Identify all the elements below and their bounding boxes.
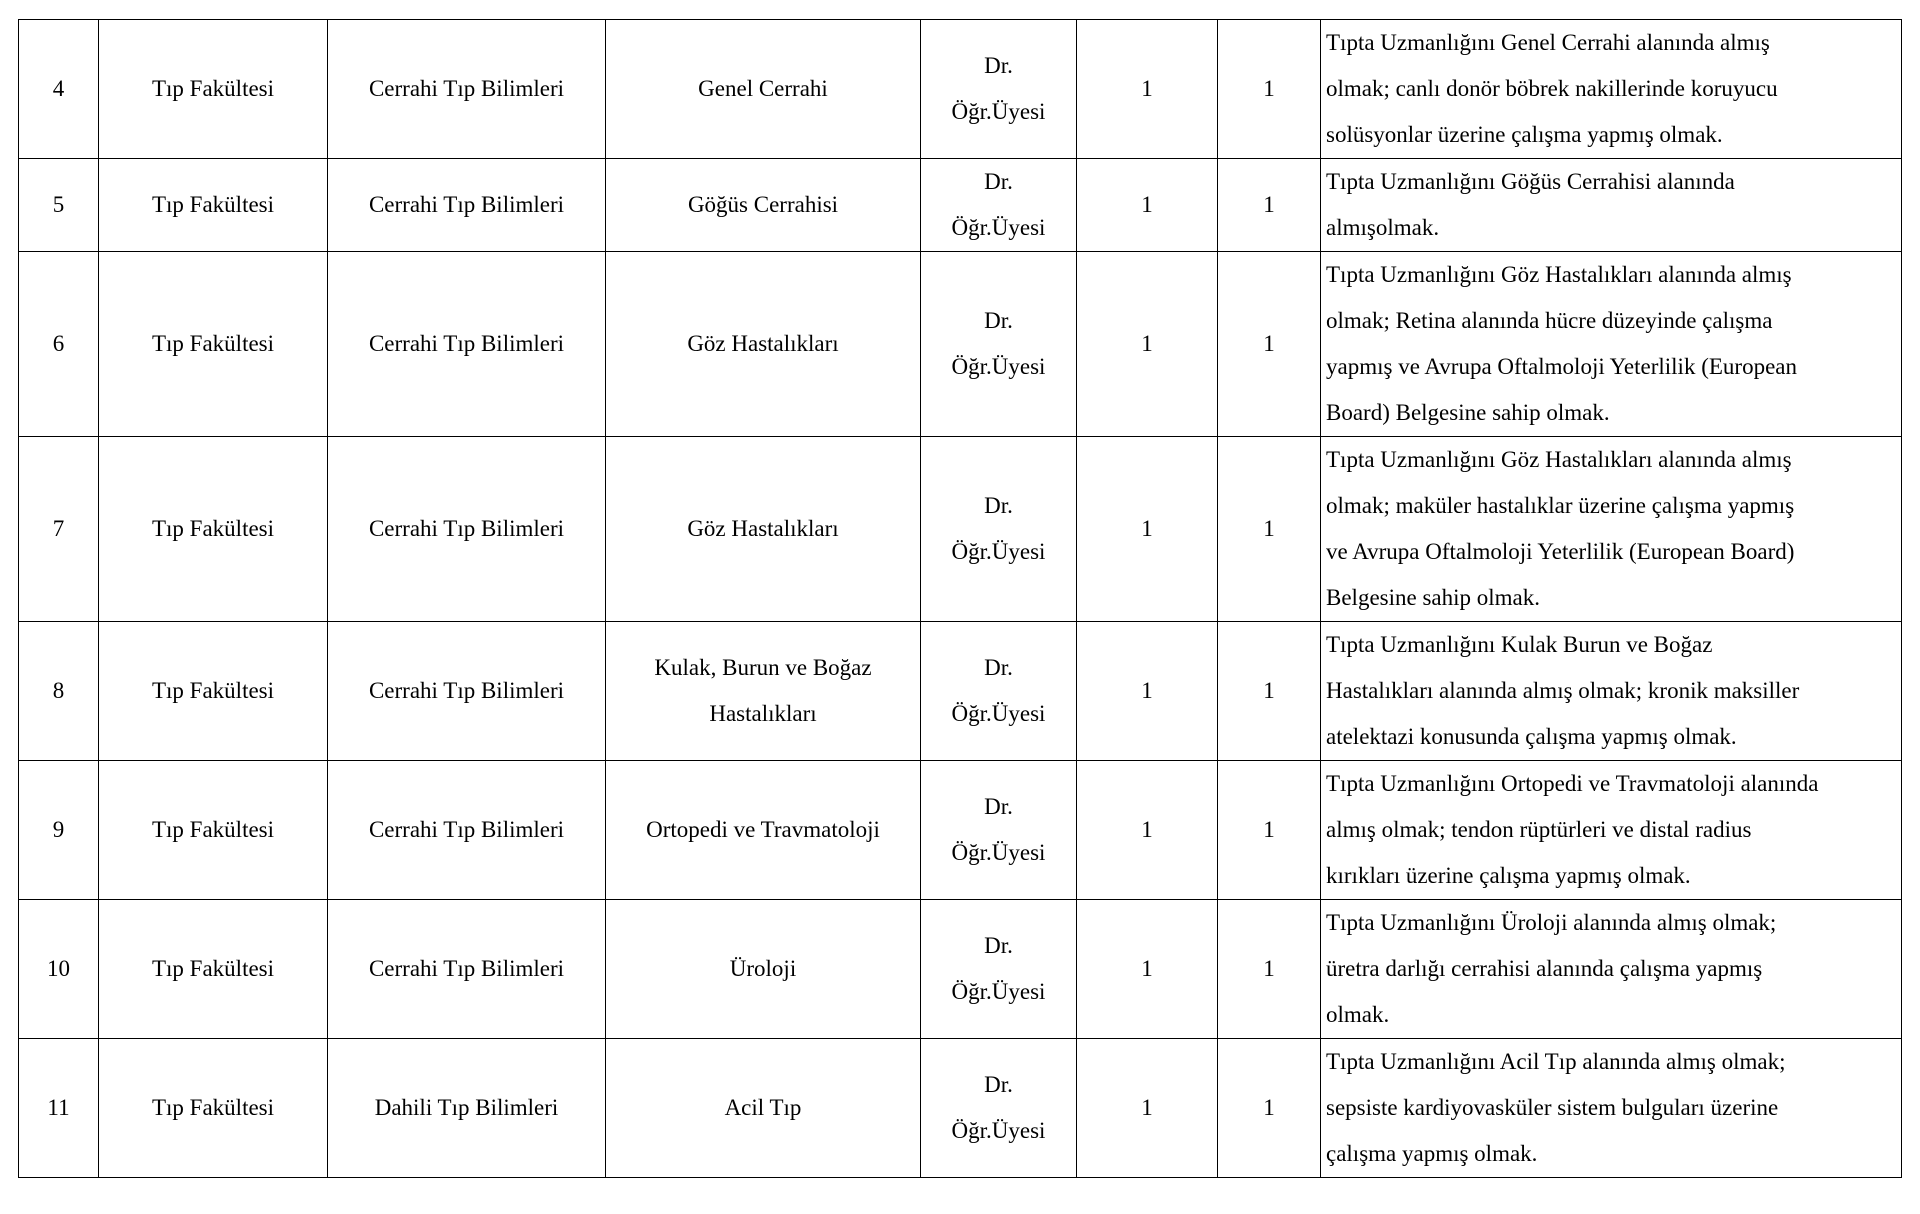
- requirement-line: Board) Belgesine sahip olmak.: [1326, 400, 1610, 425]
- requirement-line: almışolmak.: [1326, 215, 1440, 240]
- program-line: Genel Cerrahi: [698, 76, 828, 101]
- table-row: [19, 900, 1902, 1039]
- cell-count-1: 1: [1077, 20, 1218, 159]
- program-line: Üroloji: [729, 956, 797, 981]
- cell-count-1: 1: [1077, 622, 1218, 761]
- program-line: Göz Hastalıkları: [687, 516, 839, 541]
- position-table: [18, 19, 1902, 1178]
- title-line: Öğr.Üyesi: [951, 1118, 1046, 1143]
- table-row: [19, 761, 1902, 900]
- requirement-line: Belgesine sahip olmak.: [1326, 585, 1540, 610]
- title-line: Dr.: [984, 933, 1013, 958]
- program-line: Ortopedi ve Travmatoloji: [646, 817, 880, 842]
- cell-program: [606, 622, 921, 761]
- cell-count-1: 1: [1077, 252, 1218, 437]
- program-line: Kulak, Burun ve Boğaz: [654, 655, 872, 680]
- program-line: Hastalıkları: [709, 701, 817, 726]
- cell-no: 10: [19, 900, 99, 1039]
- cell-department: Cerrahi Tıp Bilimleri: [328, 159, 606, 252]
- cell-no: 8: [19, 622, 99, 761]
- cell-program: [606, 437, 921, 622]
- cell-requirement: [1321, 761, 1902, 900]
- title-line: Dr.: [984, 169, 1013, 194]
- cell-title: [921, 761, 1077, 900]
- title-line: Dr.: [984, 53, 1013, 78]
- title-line: Öğr.Üyesi: [951, 539, 1046, 564]
- cell-department: Cerrahi Tıp Bilimleri: [328, 622, 606, 761]
- cell-faculty: Tıp Fakültesi: [99, 437, 328, 622]
- cell-count-1: 1: [1077, 1039, 1218, 1178]
- table-row: [19, 622, 1902, 761]
- cell-count-1: 1: [1077, 437, 1218, 622]
- cell-title: [921, 437, 1077, 622]
- cell-no: 7: [19, 437, 99, 622]
- cell-department: Cerrahi Tıp Bilimleri: [328, 437, 606, 622]
- cell-requirement: [1321, 900, 1902, 1039]
- requirement-line: olmak; maküler hastalıklar üzerine çalışma yapmış: [1326, 493, 1795, 518]
- requirement-line: yapmış ve Avrupa Oftalmoloji Yeterlilik (European: [1326, 354, 1797, 379]
- cell-faculty: Tıp Fakültesi: [99, 622, 328, 761]
- cell-requirement: [1321, 159, 1902, 252]
- requirement-line: Tıpta Uzmanlığını Göğüs Cerrahisi alanında: [1326, 169, 1735, 194]
- requirement-line: olmak.: [1326, 1002, 1390, 1027]
- cell-count-2: 1: [1218, 900, 1321, 1039]
- cell-program: [606, 900, 921, 1039]
- cell-count-2: 1: [1218, 159, 1321, 252]
- cell-faculty: Tıp Fakültesi: [99, 20, 328, 159]
- requirement-line: üretra darlığı cerrahisi alanında çalışma yapmış: [1326, 956, 1763, 981]
- title-line: Öğr.Üyesi: [951, 215, 1046, 240]
- cell-count-2: 1: [1218, 1039, 1321, 1178]
- title-line: Dr.: [984, 794, 1013, 819]
- program-line: Acil Tıp: [724, 1095, 802, 1120]
- table-row: [19, 437, 1902, 622]
- cell-requirement: [1321, 437, 1902, 622]
- requirement-line: ve Avrupa Oftalmoloji Yeterlilik (European Board): [1326, 539, 1795, 564]
- title-line: Öğr.Üyesi: [951, 354, 1046, 379]
- title-line: Dr.: [984, 655, 1013, 680]
- cell-count-1: 1: [1077, 900, 1218, 1039]
- title-line: Dr.: [984, 493, 1013, 518]
- requirement-line: Tıpta Uzmanlığını Üroloji alanında almış olmak;: [1326, 910, 1777, 935]
- cell-faculty: Tıp Fakültesi: [99, 900, 328, 1039]
- cell-no: 6: [19, 252, 99, 437]
- title-line: Dr.: [984, 1072, 1013, 1097]
- cell-program: [606, 159, 921, 252]
- cell-faculty: Tıp Fakültesi: [99, 761, 328, 900]
- cell-requirement: [1321, 252, 1902, 437]
- requirement-line: olmak; canlı donör böbrek nakillerinde koruyucu: [1326, 76, 1778, 101]
- cell-title: [921, 1039, 1077, 1178]
- cell-department: Cerrahi Tıp Bilimleri: [328, 900, 606, 1039]
- requirement-line: Tıpta Uzmanlığını Ortopedi ve Travmatoloji alanında: [1326, 771, 1819, 796]
- requirement-line: çalışma yapmış olmak.: [1326, 1141, 1538, 1166]
- cell-program: [606, 761, 921, 900]
- cell-count-2: 1: [1218, 437, 1321, 622]
- cell-title: [921, 20, 1077, 159]
- cell-requirement: [1321, 20, 1902, 159]
- program-line: Göğüs Cerrahisi: [687, 192, 839, 217]
- cell-no: 4: [19, 20, 99, 159]
- table-row: [19, 159, 1902, 252]
- title-line: Dr.: [984, 308, 1013, 333]
- cell-title: [921, 252, 1077, 437]
- cell-requirement: [1321, 1039, 1902, 1178]
- cell-program: [606, 20, 921, 159]
- cell-department: Cerrahi Tıp Bilimleri: [328, 761, 606, 900]
- requirement-line: sepsiste kardiyovasküler sistem bulguları üzerine: [1326, 1095, 1779, 1120]
- requirement-line: Tıpta Uzmanlığını Genel Cerrahi alanında almış: [1326, 30, 1770, 55]
- cell-program: [606, 1039, 921, 1178]
- requirement-line: Tıpta Uzmanlığını Kulak Burun ve Boğaz: [1326, 632, 1713, 657]
- cell-requirement: [1321, 622, 1902, 761]
- cell-department: Dahili Tıp Bilimleri: [328, 1039, 606, 1178]
- table-row: [19, 252, 1902, 437]
- requirement-line: solüsyonlar üzerine çalışma yapmış olmak.: [1326, 122, 1723, 147]
- program-line: Göz Hastalıkları: [687, 331, 839, 356]
- cell-department: Cerrahi Tıp Bilimleri: [328, 252, 606, 437]
- cell-count-2: 1: [1218, 761, 1321, 900]
- table-body: [19, 20, 1902, 1178]
- cell-count-2: 1: [1218, 252, 1321, 437]
- requirement-line: Tıpta Uzmanlığını Göz Hastalıkları alanında almış: [1326, 447, 1792, 472]
- cell-faculty: Tıp Fakültesi: [99, 1039, 328, 1178]
- requirement-line: Hastalıkları alanında almış olmak; kronik maksiller: [1326, 678, 1800, 703]
- cell-title: [921, 900, 1077, 1039]
- requirement-line: Tıpta Uzmanlığını Acil Tıp alanında almış olmak;: [1326, 1049, 1786, 1074]
- cell-no: 9: [19, 761, 99, 900]
- title-line: Öğr.Üyesi: [951, 99, 1046, 124]
- title-line: Öğr.Üyesi: [951, 701, 1046, 726]
- requirement-line: Tıpta Uzmanlığını Göz Hastalıkları alanında almış: [1326, 262, 1792, 287]
- cell-faculty: Tıp Fakültesi: [99, 159, 328, 252]
- table-row: [19, 20, 1902, 159]
- cell-no: 5: [19, 159, 99, 252]
- cell-count-1: 1: [1077, 761, 1218, 900]
- title-line: Öğr.Üyesi: [951, 979, 1046, 1004]
- requirement-line: atelektazi konusunda çalışma yapmış olmak.: [1326, 724, 1737, 749]
- cell-faculty: Tıp Fakültesi: [99, 252, 328, 437]
- cell-title: [921, 159, 1077, 252]
- requirement-line: kırıkları üzerine çalışma yapmış olmak.: [1326, 863, 1691, 888]
- title-line: Öğr.Üyesi: [951, 840, 1046, 865]
- cell-no: 11: [19, 1039, 99, 1178]
- cell-department: Cerrahi Tıp Bilimleri: [328, 20, 606, 159]
- document-page: [18, 19, 1901, 1178]
- requirement-line: olmak; Retina alanında hücre düzeyinde çalışma: [1326, 308, 1773, 333]
- cell-count-2: 1: [1218, 622, 1321, 761]
- cell-program: [606, 252, 921, 437]
- table-row: [19, 1039, 1902, 1178]
- requirement-line: almış olmak; tendon rüptürleri ve distal radius: [1326, 817, 1752, 842]
- cell-count-1: 1: [1077, 159, 1218, 252]
- cell-title: [921, 622, 1077, 761]
- cell-count-2: 1: [1218, 20, 1321, 159]
